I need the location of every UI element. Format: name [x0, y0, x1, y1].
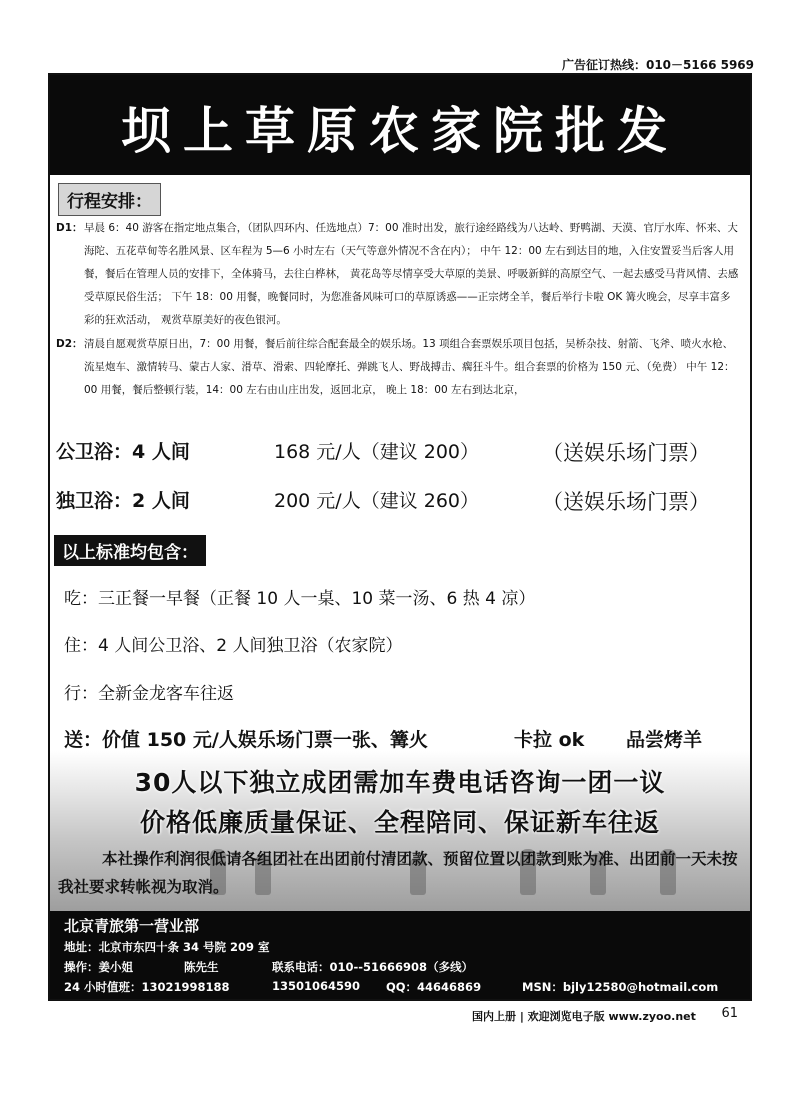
duty-phone-2: 13501064590 [272, 979, 361, 993]
price-row-shared [56, 437, 740, 467]
include-lodging: 住：4 人间公卫浴、2 人间独卫浴（农家院） [64, 636, 403, 656]
itinerary-label: 行程安排： [58, 183, 161, 216]
ad-hotline: 广告征订热线：010－5166 5969 [561, 58, 754, 72]
gift-text: 送：价值 150 元/人娱乐场门票一张、篝火 [64, 729, 428, 751]
room-gift: （送娱乐场门票） [542, 441, 710, 465]
day-2 [56, 333, 740, 402]
room-type: 公卫浴：4 人间 [56, 441, 190, 463]
gift-lamb: 品尝烤羊 [626, 729, 703, 751]
footer-strip: 国内上册 | 欢迎浏览电子版 www.zyoo.net [472, 1010, 696, 1023]
contact-phone: 联系电话：010--51666908（多线） [272, 960, 474, 974]
room-price: 200 元/人（建议 260） [274, 490, 480, 512]
page-title: 坝上草原农家院批发 [121, 101, 679, 160]
page-number: 61 [721, 1006, 738, 1021]
payment-note: 本社操作利润很低请各组团社在出团前付清团款、预留位置以团款到账为准、出团前一天未按我社要求转帐视为取消。 [58, 850, 738, 896]
ad-frame [48, 73, 752, 1001]
promo-line-1: 30人以下独立成团需加车费电话咨询一团一议 [134, 768, 666, 797]
duty-phone: 24 小时值班：13021998188 [64, 980, 230, 994]
room-price: 168 元/人（建议 200） [274, 441, 480, 463]
day-2-tag: D2： [56, 338, 83, 350]
day-2-text: 清晨自愿观赏草原日出，7：00 用餐，餐后前往综合配套最全的娱乐场。13 项组合套票娱乐项目包括，吴桥杂技、射箭、飞斧、喷火水枪、流星炮车、激情转马、蒙古人家、滑草、滑索、四轮摩托、弹跳飞人、野战搏击、瘸狂斗牛。组合套票的价格为 150 元、（免费） 中午 12：00 用餐，餐后整顿行装，14：00 左右由山庄出发，返回北京， 晚上 18：00 左右到达北京， [84, 338, 735, 396]
qq-number: QQ：44646869 [386, 980, 482, 994]
operator-2: 陈先生 [184, 960, 219, 974]
room-gift: （送娱乐场门票） [542, 490, 710, 514]
day-1-text: 早晨 6：40 游客在指定地点集合，（团队四环内、任选地点）7：00 准时出发，旅行途经路线为八达岭、野鸭湖、天漠、官厅水库、怀来、大海陀、五花草甸等名胜风景、区车程为 5—6 小时左右（天气等意外情况不含在内）； 中午 12：00 左右到达目的地，入住安置妥当后客人用餐，餐后在管理人员的安排下，全体骑马，去往白桦林， 黄花岛等尽情享受大草原的美景、呼吸新鲜的高原空气、一起去感受马背风情、去感受草原民俗生活； 下午 18：00 用餐，晚餐同时，为您准备风味可口的草原诱惑——正宗烤全羊，餐后举行卡啦 OK 篝火晚会，尽享丰富多彩的狂欢活动， 观赏草原美好的夜色银河。 [84, 222, 739, 326]
msn-address: MSN：bjly12580@hotmail.com [522, 980, 719, 994]
price-row-private [56, 486, 740, 516]
contact-footer [50, 911, 750, 1001]
gift-karaoke: 卡拉 ok [514, 729, 585, 751]
includes-label: 以上标准均包含： [54, 535, 206, 566]
operator: 操作：姜小姐 [64, 960, 133, 974]
day-1-tag: D1： [56, 222, 83, 234]
include-transport: 行：全新金龙客车往返 [64, 684, 234, 704]
title-banner [50, 75, 750, 175]
office-address: 地址：北京市东四十条 34 号院 209 室 [64, 940, 270, 954]
office-name: 北京青旅第一营业部 [64, 917, 200, 935]
promo-line-2: 价格低廉质量保证、全程陪同、保证新车往返 [139, 808, 660, 837]
room-type: 独卫浴：2 人间 [56, 490, 190, 512]
day-1 [56, 217, 740, 332]
include-meals: 吃：三正餐一早餐（正餐 10 人一桌、10 菜一汤、6 热 4 凉） [64, 589, 536, 609]
